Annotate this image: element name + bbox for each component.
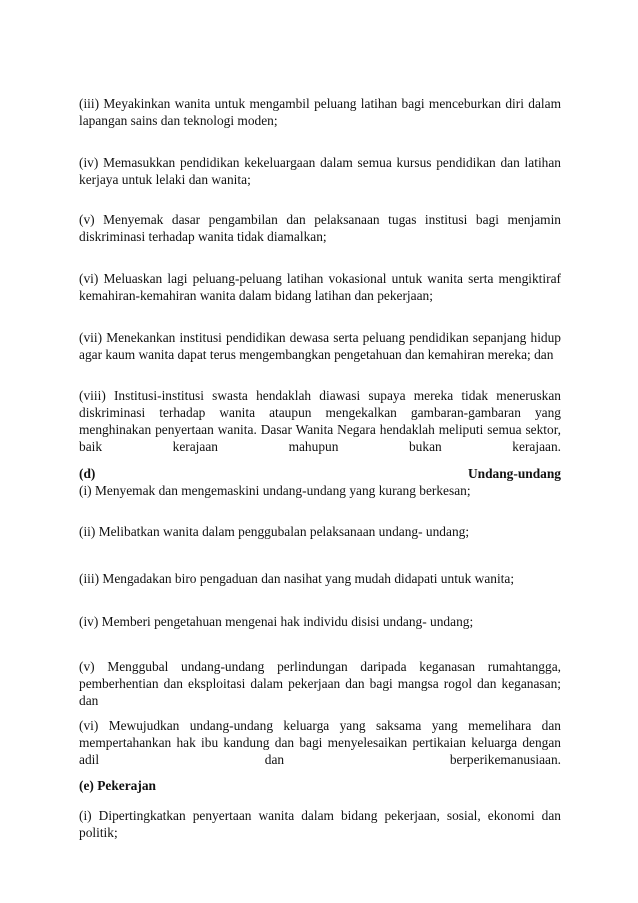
- item-v: (v) Menyemak dasar pengambilan dan pelaksanaan tugas institusi bagi menjamin diskriminasi terhadap wanita tidak diamalkan;: [79, 212, 561, 244]
- law-item-iv: (iv) Memberi pengetahuan mengenai hak individu disisi undang- undang;: [79, 614, 474, 629]
- law-item-v: (v) Menggubal undang-undang perlindungan daripada keganasan rumahtangga, pemberhentian dan eksploitasi dalam pekerjaan dan bagi mangsa rogol dan keganasan; dan: [79, 659, 561, 708]
- item-vi: (vi) Meluaskan lagi peluang-peluang latihan vokasional untuk wanita serta mengiktiraf kemahiran-kemahiran wanita dalam bidang latihan dan pekerjaan;: [79, 271, 561, 303]
- section-d-heading: [79, 465, 561, 482]
- law-item-ii: (ii) Melibatkan wanita dalam penggubalan pelaksanaan undang- undang;: [79, 524, 470, 539]
- section-d-label: (d): [79, 466, 96, 481]
- item-iii: (iii) Meyakinkan wanita untuk mengambil peluang latihan bagi menceburkan diri dalam lapangan sains dan teknologi moden;: [79, 96, 561, 128]
- item-viii: (viii) Institusi-institusi swasta hendaklah diawasi supaya mereka tidak meneruskan diskriminasi terhadap wanita ataupun mengekalkan gambaran-gambaran yang menghinakan penyertaan wanita. Dasar Wanita Negara hendaklah meliputi semua sektor, baik kerajaan mahupun bukan kerajaan.: [79, 388, 561, 454]
- section-d-title: Undang-undang: [467, 466, 561, 481]
- law-item-i: (i) Menyemak dan mengemaskini undang-undang yang kurang berkesan;: [79, 483, 471, 498]
- item-iv: (iv) Memasukkan pendidikan kekeluargaan dalam semua kursus pendidikan dan latihan kerjaya untuk lelaki dan wanita;: [79, 155, 561, 187]
- law-item-vi: (vi) Mewujudkan undang-undang keluarga yang saksama yang memelihara dan mempertahankan hak ibu kandung dan bagi menyelesaikan pertikaian keluarga dengan adil dan berperikemanusiaan.: [79, 718, 561, 767]
- item-vii: (vii) Menekankan institusi pendidikan dewasa serta peluang pendidikan sepanjang hidup agar kaum wanita dapat terus mengembangkan pengetahuan dan kemahiran mereka; dan: [79, 330, 561, 362]
- employment-item-i: (i) Dipertingkatkan penyertaan wanita dalam bidang pekerjaan, sosial, ekonomi dan politik;: [79, 808, 561, 840]
- law-item-iii: (iii) Mengadakan biro pengaduan dan nasihat yang mudah didapati untuk wanita;: [79, 571, 515, 586]
- section-e-heading: (e) Pekerajan: [79, 778, 156, 793]
